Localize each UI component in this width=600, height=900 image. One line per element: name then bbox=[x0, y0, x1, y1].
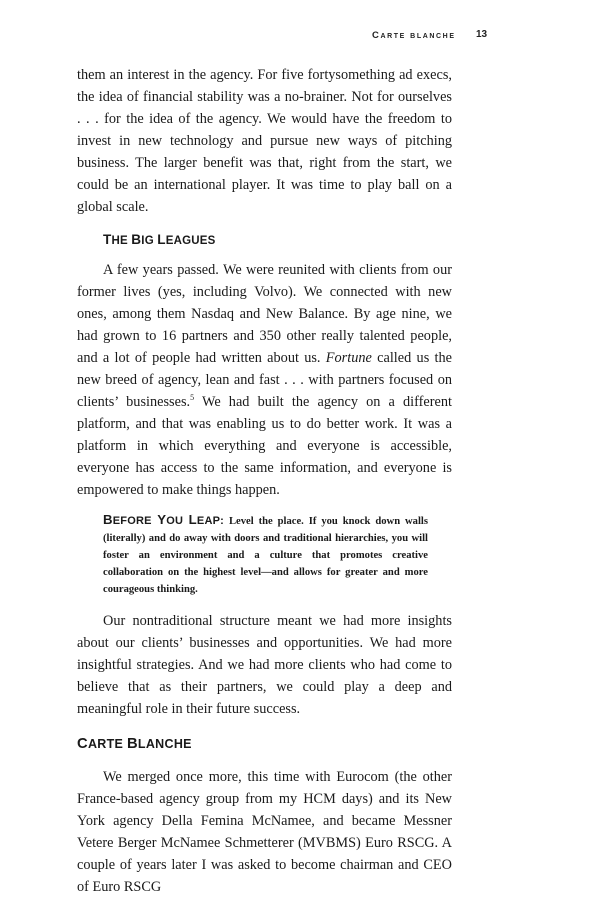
callout-text: Level the place. If you knock down walls (literally) and do away with doors and traditional hierarchies, you will foster an environment and a culture that promotes creative collaboration on the highest level—and allows for greater and more courageous thinking. bbox=[103, 516, 428, 595]
paragraph-4: We merged once more, this time with Eurocom (the other France-based agency group from my HCM days) and its New York agency Della Femina McNamee, and became Messner Vetere Berger McNamee Schmetterer (MVBMS) Euro RSCG. A couple of years later I was asked to become chairman and CEO of Euro RSCG bbox=[77, 769, 452, 895]
callout-box bbox=[103, 511, 428, 598]
running-head: Carte blanche bbox=[372, 30, 456, 41]
paragraph-2-part-a: A few years passed. We were reunited with clients from our former lives (yes, including Volvo). We connected with new ones, among them Nasdaq and New Balance. By age nine, we had grown to 16 partners and 350 other really talented people, and a lot of people had written about us. bbox=[77, 262, 452, 366]
heading-big-leagues: THE BIG LEAGUES bbox=[103, 232, 216, 247]
paragraph-2-part-c: We had built the agency on a different platform, and that was enabling us to do better work. It was a platform in which everything and everyone is accessible, everyone has access to the same information, and everyone is empowered to make things happen. bbox=[77, 394, 452, 498]
paragraph-2 bbox=[77, 259, 452, 501]
paragraph-3: Our nontraditional structure meant we had more insights about our clients’ businesses and opportunities. We had more insightful strategies. And we had more clients who had come to believe that as their partners, we could play a deep and meaningful role in their future success. bbox=[77, 613, 452, 717]
footnote-marker: 5 bbox=[190, 393, 195, 403]
page-number: 13 bbox=[476, 29, 488, 40]
paragraph-1: them an interest in the agency. For five fortysomething ad execs, the idea of financial stability was a no-brainer. Not for ourselves . . . for the idea of the agency. We would have the freedom to invest in new technology and pursue new ways of pitching business. The larger benefit was that, right from the start, we could be an international player. It was time to play ball on a global scale. bbox=[77, 67, 452, 215]
page-body bbox=[77, 64, 452, 898]
paragraph-2-part-b: called us the new breed of agency, lean and fast . . . with partners focused on clients’ businesses. bbox=[77, 350, 452, 410]
heading-carte-blanche: CARTE BLANCHE bbox=[77, 736, 192, 752]
fortune-title: Fortune bbox=[325, 350, 372, 366]
callout-label: BEFORE YOU LEAP: bbox=[103, 512, 224, 527]
